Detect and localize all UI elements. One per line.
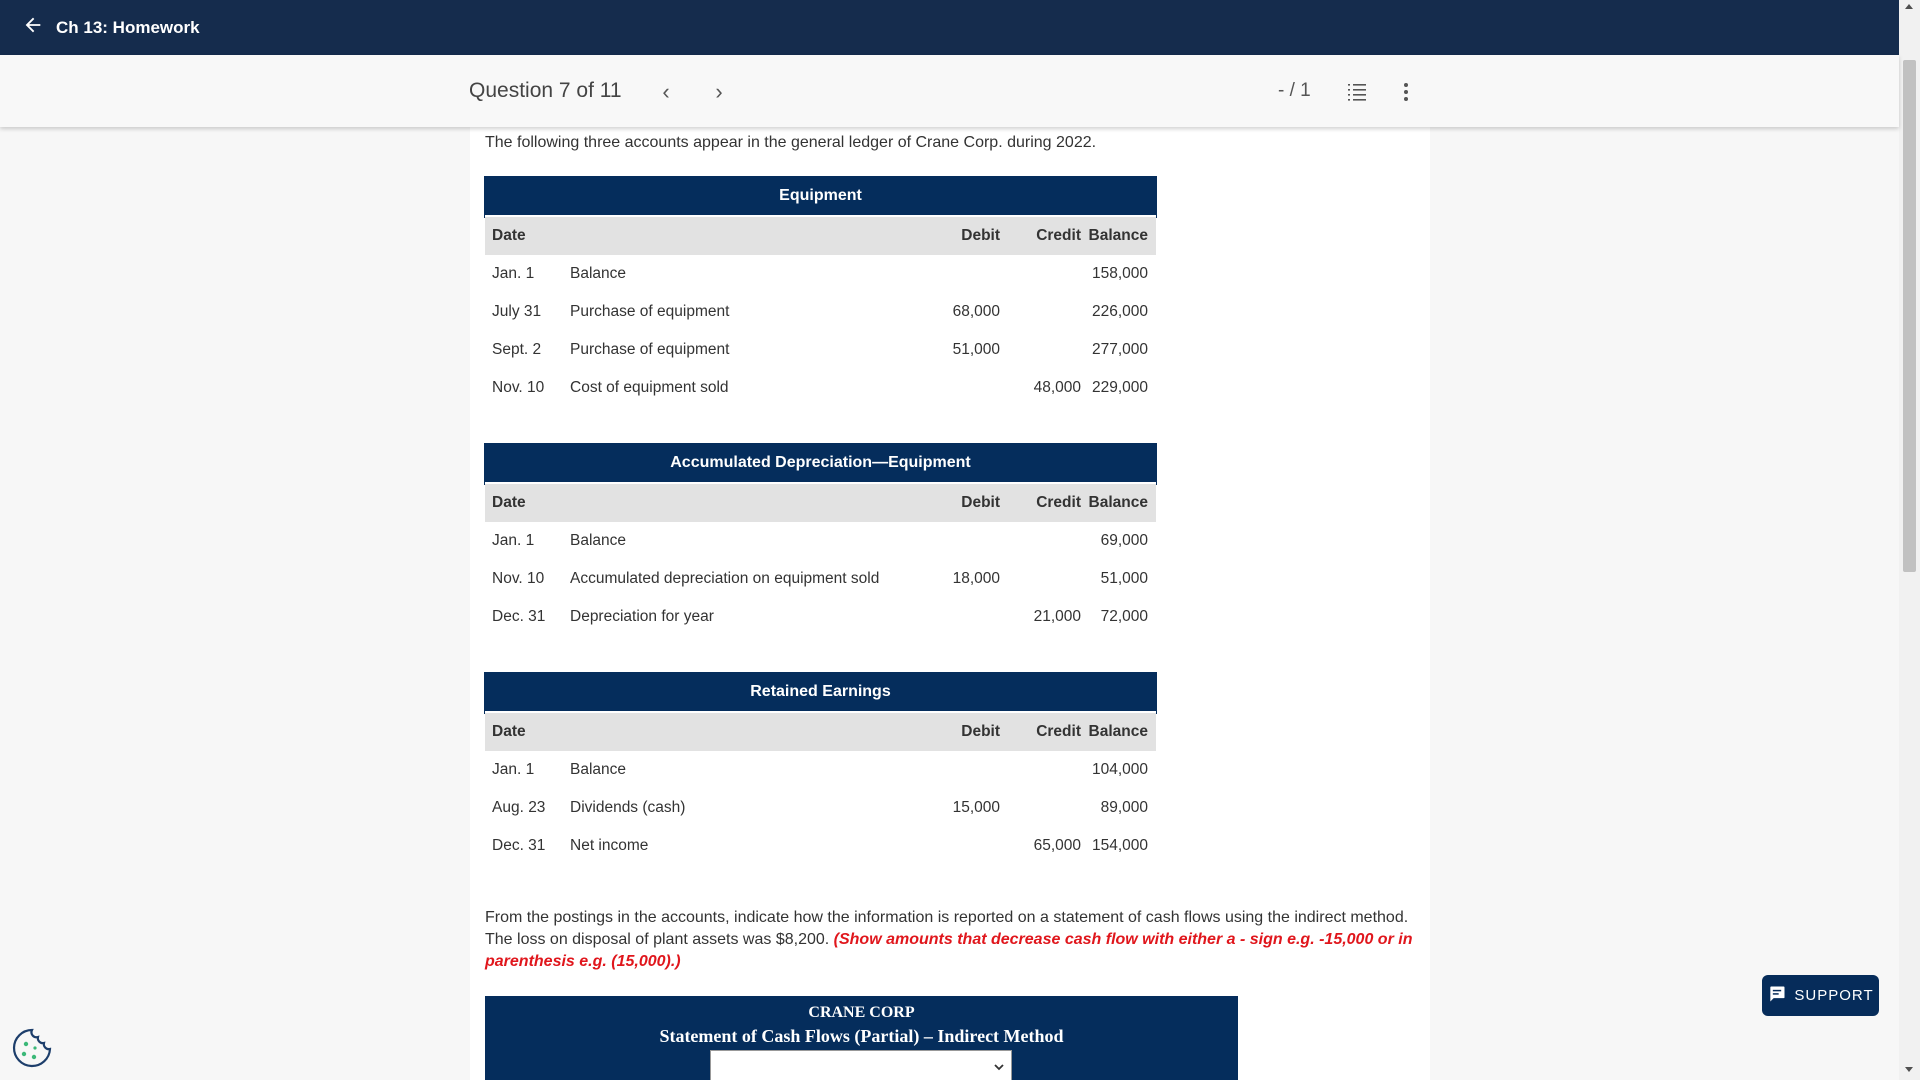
row-debit: 51,000 xyxy=(952,341,1000,358)
row-balance: 229,000 xyxy=(1091,379,1148,396)
assignment-title: Ch 13: Homework xyxy=(56,17,200,37)
header-credit: Credit xyxy=(1036,723,1081,740)
header-date: Date xyxy=(492,494,526,511)
question-instructions xyxy=(485,907,1420,973)
support-label: SUPPORT xyxy=(1794,987,1874,1004)
row-desc: Dividends (cash) xyxy=(570,799,686,816)
row-desc: Purchase of equipment xyxy=(570,341,730,358)
table-row xyxy=(485,522,1156,560)
header-credit: Credit xyxy=(1036,494,1081,511)
row-desc: Purchase of equipment xyxy=(570,303,730,320)
prev-question-button[interactable]: ‹ xyxy=(662,79,670,104)
row-debit: 68,000 xyxy=(952,303,1000,320)
row-date: Jan. 1 xyxy=(492,761,535,778)
row-desc: Accumulated depreciation on equipment sold xyxy=(570,570,880,587)
table-row xyxy=(485,827,1156,865)
row-desc: Balance xyxy=(570,532,627,549)
ledger-accumulated-depreciation xyxy=(485,444,1156,636)
header-balance: Balance xyxy=(1088,227,1148,244)
header-credit: Credit xyxy=(1036,227,1081,244)
row-balance: 104,000 xyxy=(1091,761,1148,778)
row-desc: Cost of equipment sold xyxy=(570,379,729,396)
row-date: Aug. 23 xyxy=(492,799,546,816)
more-vertical-icon[interactable] xyxy=(1396,81,1416,103)
row-balance: 51,000 xyxy=(1100,570,1148,587)
question-nav-bar xyxy=(0,55,1899,127)
next-question-button[interactable]: › xyxy=(715,79,723,104)
arrow-left-icon xyxy=(22,14,44,41)
row-date: Sept. 2 xyxy=(492,341,542,358)
row-desc: Depreciation for year xyxy=(570,608,714,625)
ledger-title: Retained Earnings xyxy=(485,673,1156,713)
table-row xyxy=(485,598,1156,636)
cash-flow-statement-header xyxy=(485,996,1238,1080)
table-row xyxy=(485,751,1156,789)
question-list-icon[interactable] xyxy=(1346,81,1368,103)
row-balance: 277,000 xyxy=(1091,341,1148,358)
row-date: Jan. 1 xyxy=(492,532,535,549)
top-bar xyxy=(0,0,1899,55)
row-credit: 48,000 xyxy=(1033,379,1081,396)
header-balance: Balance xyxy=(1088,494,1148,511)
question-counter: Question 7 of 11 xyxy=(469,79,622,102)
row-balance: 89,000 xyxy=(1100,799,1148,816)
ledger-header-row xyxy=(485,484,1156,522)
row-debit: 18,000 xyxy=(952,570,1000,587)
header-balance: Balance xyxy=(1088,723,1148,740)
table-row xyxy=(485,331,1156,369)
statement-title: Statement of Cash Flows (Partial) – Indirect Method xyxy=(659,1026,1064,1046)
company-name: CRANE CORP xyxy=(808,1004,915,1021)
row-date: Nov. 10 xyxy=(492,570,545,587)
table-row xyxy=(485,369,1156,407)
row-desc: Balance xyxy=(570,761,627,778)
row-balance: 72,000 xyxy=(1100,608,1148,625)
row-credit: 65,000 xyxy=(1033,837,1081,854)
table-row xyxy=(485,560,1156,598)
ledger-title: Accumulated Depreciation—Equipment xyxy=(485,444,1156,484)
row-debit: 15,000 xyxy=(952,799,1000,816)
row-date: Nov. 10 xyxy=(492,379,545,396)
row-desc: Balance xyxy=(570,265,627,282)
instructions-text: From the postings in the accounts, indicate how the information is reported on a statement of cash flows using the indirect method. The loss on disposal of plant assets was $8,200. xyxy=(485,909,1409,948)
header-date: Date xyxy=(492,723,526,740)
row-balance: 158,000 xyxy=(1091,265,1148,282)
instructions-note: (Show amounts that decrease cash flow with either a - sign e.g. -15,000 or in parenthesis e.g. (15,000).) xyxy=(485,931,1413,970)
back-button[interactable] xyxy=(22,14,200,41)
row-balance: 154,000 xyxy=(1091,837,1148,854)
ledger-header-row xyxy=(485,713,1156,751)
header-debit: Debit xyxy=(961,227,1000,244)
table-row xyxy=(485,293,1156,331)
row-date: July 31 xyxy=(492,303,542,320)
scroll-up-arrow[interactable] xyxy=(1905,4,1913,9)
header-debit: Debit xyxy=(961,723,1000,740)
row-date: Dec. 31 xyxy=(492,608,546,625)
question-intro: The following three accounts appear in the general ledger of Crane Corp. during 2022. xyxy=(485,134,1097,151)
header-debit: Debit xyxy=(961,494,1000,511)
ledger-equipment xyxy=(485,177,1156,407)
ledger-header-row xyxy=(485,217,1156,255)
table-row xyxy=(485,789,1156,827)
vertical-scrollbar[interactable] xyxy=(1899,0,1920,1080)
section-dropdown[interactable] xyxy=(710,1050,1012,1080)
row-desc: Net income xyxy=(570,837,649,854)
table-row xyxy=(485,255,1156,293)
row-date: Jan. 1 xyxy=(492,265,535,282)
scroll-thumb[interactable] xyxy=(1903,60,1916,572)
score-display: - / 1 xyxy=(1278,80,1311,101)
cookie-settings-icon[interactable] xyxy=(11,1027,53,1069)
chat-icon xyxy=(1767,984,1794,1008)
scroll-down-arrow[interactable] xyxy=(1905,1067,1913,1072)
header-date: Date xyxy=(492,227,526,244)
row-date: Dec. 31 xyxy=(492,837,546,854)
support-button[interactable] xyxy=(1762,975,1879,1016)
row-balance: 69,000 xyxy=(1100,532,1148,549)
row-balance: 226,000 xyxy=(1091,303,1148,320)
ledger-title: Equipment xyxy=(485,177,1156,217)
row-credit: 21,000 xyxy=(1033,608,1081,625)
ledger-retained-earnings xyxy=(485,673,1156,865)
